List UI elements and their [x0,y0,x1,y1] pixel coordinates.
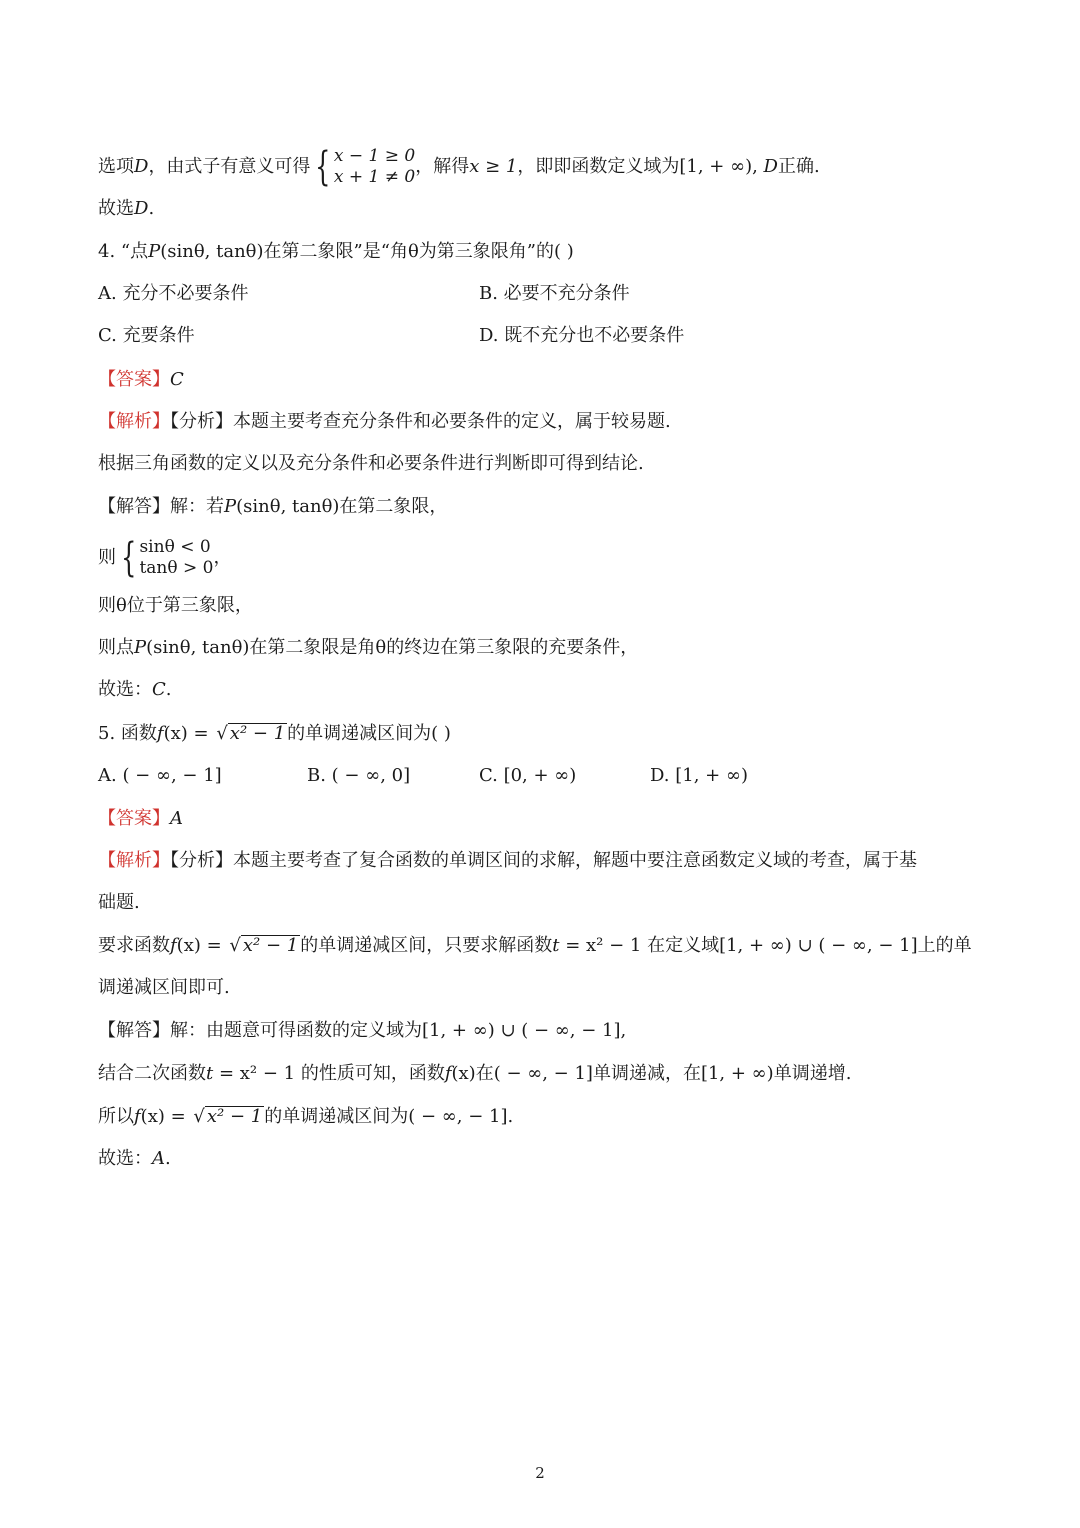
question-5-choose [98,1146,171,1172]
text: 则 [98,547,116,568]
question-4-analysis-line2: 根据三角函数的定义以及充分条件和必要条件进行判断即可得到结论. [98,453,644,474]
text: ，解得 [415,156,470,177]
math-var: t [552,935,560,956]
answer-label: 【答案】 [98,808,170,829]
text: 选项 [98,156,134,177]
question-5-combine [98,1061,851,1087]
analysis-label: 【解析】 [98,850,170,871]
question-4-answer [98,367,184,393]
radicand: x² − 1 [229,723,286,744]
question-4-step-3 [98,635,638,661]
text: 【分析】本题主要考查充分条件和必要条件的定义，属于较易题. [170,411,671,432]
question-5-option-b: B. ( − ∞, 0] [307,765,411,786]
question-5-analysis [98,848,917,874]
question-5-requirement-cont: 调递减区间即可. [98,977,230,998]
text: 所以 [98,1106,134,1127]
math-var: D [134,198,149,219]
math-var: f [156,723,164,744]
system-row: tanθ > 0 [139,558,214,578]
text: 故选： [98,1148,152,1169]
question-4-option-c: C. 充要条件 [98,325,195,346]
radicand: x² − 1 [206,1106,263,1127]
question-4-analysis [98,409,671,435]
text: 【解答】解：若 [98,496,224,517]
option-d-explanation [98,144,820,190]
text: = x² − 1 的性质可知，函数 [213,1063,445,1084]
question-5-requirement [98,933,972,959]
system-row: x + 1 ≠ 0 [333,167,416,187]
math-expr: x ≥ 1 [469,156,518,177]
sqrt-expr: √ x² − 1 [216,723,286,744]
text: (x)在( − ∞, − 1]单调递减，在[1, + ∞)单调递增. [451,1063,852,1084]
question-4-choose [98,677,172,703]
math-var: A [152,1148,165,1169]
question-4-stem [98,239,574,265]
text: (sinθ, tanθ)在第二象限是角θ的终边在第三象限的充要条件， [146,637,639,658]
math-var: P [224,496,237,517]
math-var: D [134,156,149,177]
page-number: 2 [535,1464,545,1482]
question-4-option-b: B. 必要不充分条件 [479,283,630,304]
question-5-option-d: D. [1, + ∞) [650,765,748,786]
answer-value: A [170,808,183,829]
text: 故选 [98,198,134,219]
question-5-stem [98,721,451,747]
system-row: x − 1 ≥ 0 [333,146,416,166]
text: (sinθ, tanθ)在第二象限”是“角θ为第三象限角”的( ) [160,241,574,262]
text: 的单调递减区间，只要求解函数 [300,935,553,956]
math-var: t [206,1063,214,1084]
question-5-conclusion [98,1104,513,1130]
math-var: D [763,156,778,177]
text: (x) = [163,723,215,744]
text: 4. “点 [98,241,149,262]
math-var: P [134,637,147,658]
text: ，即即函数定义域为[1, + ∞), [517,156,764,177]
question-4-option-d: D. 既不充分也不必要条件 [479,325,685,346]
text: 的单调递减区间为( ) [287,723,451,744]
text: 则点 [98,637,134,658]
math-var: C [152,679,166,700]
brace-icon: { [121,535,137,581]
question-4-solution [98,494,447,520]
text: ， [213,547,232,568]
math-var: P [148,241,161,262]
text: (x) = [176,935,228,956]
text: 故选： [98,679,152,700]
text: 的单调递减区间为( − ∞, − 1]. [264,1106,514,1127]
question-5-solution: 【解答】解：由题意可得函数的定义域为[1, + ∞) ∪ ( − ∞, − 1], [98,1020,627,1041]
math-var: f [444,1063,452,1084]
text: (sinθ, tanθ)在第二象限， [236,496,448,517]
text: 要求函数 [98,935,170,956]
question-4-step-2: 则θ位于第三象限， [98,595,253,616]
question-5-analysis-cont: 础题. [98,892,140,913]
inequality-system [116,536,213,580]
text: 正确. [777,156,820,177]
text: ，由式子有意义可得 [148,156,311,177]
question-5-answer [98,806,183,832]
answer-label: 【答案】 [98,369,170,390]
text: = x² − 1 在定义域[1, + ∞) ∪ ( − ∞, − 1]上的单 [559,935,972,956]
question-4-option-a: A. 充分不必要条件 [98,283,249,304]
text: . [148,198,155,219]
question-4-system [98,536,231,580]
text: 【分析】本题主要考查了复合函数的单调区间的求解，解题中要注意函数定义域的考查，属于基 [170,850,917,871]
text: . [165,1148,171,1169]
question-5-option-c: C. [0, + ∞) [479,765,577,786]
text: . [165,679,172,700]
question-5-option-a: A. ( − ∞, − 1] [98,765,222,786]
radicand: x² − 1 [242,935,299,956]
brace-icon: { [315,144,331,190]
math-var: f [170,935,177,956]
system-row: sinθ < 0 [139,537,211,557]
analysis-label: 【解析】 [98,411,170,432]
text: 5. 函数 [98,723,157,744]
math-var: f [134,1106,141,1127]
text: (x) = [140,1106,192,1127]
equation-system [310,146,415,188]
answer-value: C [170,369,184,390]
choose-d-line [98,196,154,222]
sqrt-expr: √ x² − 1 [193,1106,263,1127]
sqrt-expr: √ x² − 1 [229,935,299,956]
text: 结合二次函数 [98,1063,206,1084]
